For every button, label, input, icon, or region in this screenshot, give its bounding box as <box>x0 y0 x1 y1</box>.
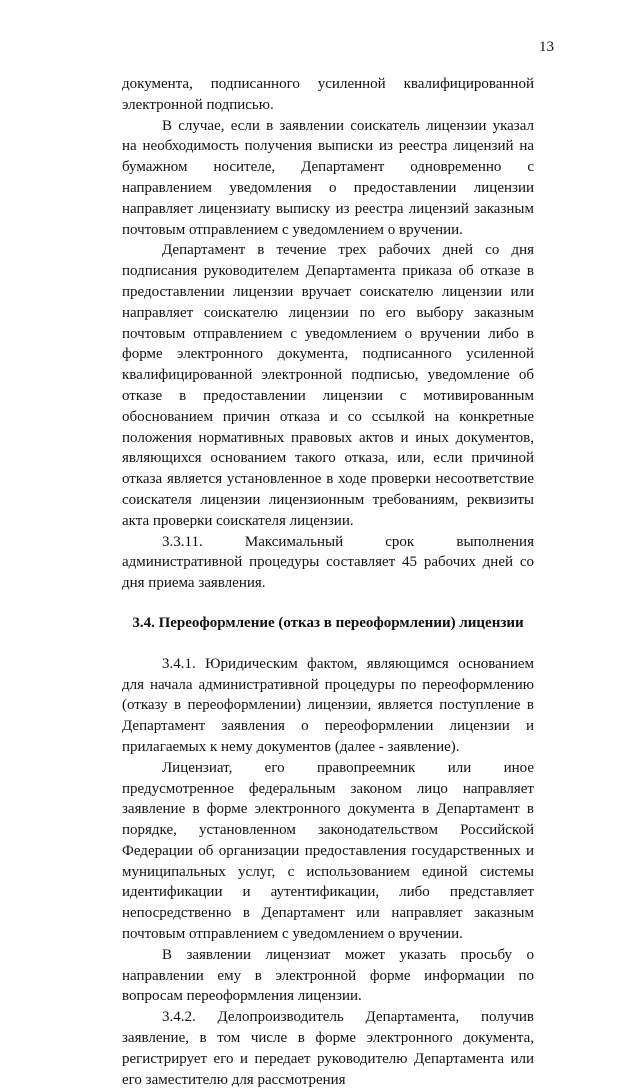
paragraph-refusal-notice: Департамент в течение трех рабочих дней со дня подписания руководителем Департамента приказа об отказе в предоставлении лицензии вручает соискателю лицензии или направляет соискателю лицензии по его выбору заказным почтовым отправлением с уведомлением о вручении либо в форме электронного документа, подписанного усиленной квалифицированной электронной подписью, уведомление об отказе в предоставлении лицензии с мотивированным обоснованием причин отказа и со ссылкой на конкретные положения нормативных правовых актов и иных документов, являющихся основанием такого отказа, или, если причиной отказа является установленное в ходе проверки несоответствие соискателя лицензии лицензионным требованиям, реквизиты акта проверки соискателя лицензии. <box>122 242 534 529</box>
section-heading: 3.4. Переоформление (отказ в переоформлении) лицензии <box>132 614 524 631</box>
paragraph-legal-fact: 3.4.1. Юридическим фактом, являющимся основанием для начала административной процедуры по переоформлению (отказу в переоформлении) лицензии, является поступление в Департамент заявления о переоформлении лицензии и прилагаемых к нему документов (далее - заявление). <box>122 655 534 755</box>
paragraph-registrar: 3.4.2. Делопроизводитель Департамента, получив заявление, в том числе в форме электронного документа, регистрирует его и передает руководителю Департамента или его заместителю для рассмотрения <box>122 1009 534 1088</box>
paragraph-licensee-submission: Лицензиат, его правопреемник или иное предусмотренное федеральным законом лицо направляет заявление в форме электронного документа в Департамент в порядке, установленном законодательством Российской Федерации об организации предоставления государственных и муниципальных услуг, с использованием единой системы идентификации и аутентификации, либо представляет непосредственно в Департамент или направляет заказным почтовым отправлением с уведомлением о вручении. <box>122 759 534 943</box>
document-body <box>122 74 534 1090</box>
paragraph-extract-paper: В случае, если в заявлении соискатель лицензии указал на необходимость получения выписки из реестра лицензий на бумажном носителе, Департамент одновременно с направлением уведомления о предоставлении лицензии направляет лицензиату выписку из реестра лицензий заказным почтовым отправлением с уведомлением о вручении. <box>122 117 534 238</box>
page-number: 13 <box>539 39 554 55</box>
paragraph-signature-continuation: документа, подписанного усиленной квалифицированной электронной подписью. <box>122 76 534 113</box>
paragraph-max-term: 3.3.11. Максимальный срок выполнения административной процедуры составляет 45 рабочих дней со дня приема заявления. <box>122 533 534 592</box>
paragraph-electronic-request: В заявлении лицензиат может указать просьбу о направлении ему в электронной форме информации по вопросам переоформления лицензии. <box>122 946 534 1005</box>
